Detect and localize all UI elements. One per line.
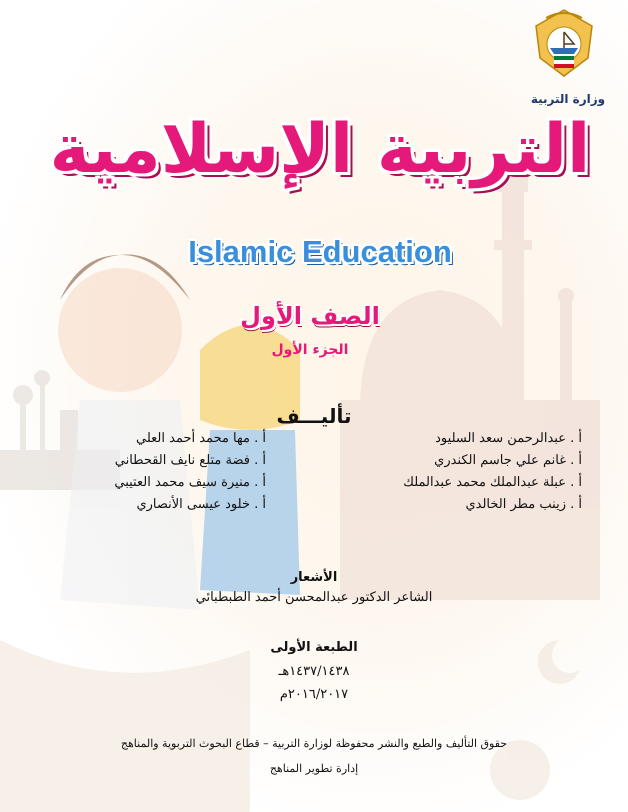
ministry-name: وزارة التربية <box>530 92 606 106</box>
part-label: الجزء الأول <box>271 342 349 358</box>
author-name: أ . غانم علي جاسم الكندري <box>434 453 582 468</box>
author-name: أ . منيرة سيف محمد العتيبي <box>114 475 266 490</box>
author-name: أ . زينب مطر الخالدي <box>465 497 582 512</box>
author-name: أ . فضة متلع نايف القحطاني <box>114 453 266 468</box>
edition-gregorian-year: ٢٠١٦/٢٠١٧م <box>279 687 349 702</box>
book-title-english: Islamic Education <box>188 234 452 269</box>
poet-name: الشاعر الدكتور عبدالمحسن أحمد الطبطبائي <box>195 590 433 605</box>
kuwait-emblem-icon <box>532 8 596 78</box>
author-name: أ . مها محمد أحمد العلي <box>136 431 266 446</box>
grade-label: الصف الأول <box>240 302 380 330</box>
author-name: أ . عبدالرحمن سعد السليود <box>435 431 582 446</box>
poetry-heading: الأشعار <box>290 570 338 585</box>
book-title-arabic: التربية الإسلامية <box>49 110 591 189</box>
edition-hijri-year: ١٤٣٧/١٤٣٨هـ <box>278 664 350 679</box>
authors-heading: تأليـــف <box>276 404 352 428</box>
author-name: أ . خلود عيسى الأنصاري <box>136 497 266 512</box>
copyright-notice: حقوق التأليف والطبع والنشر محفوظة لوزارة التربية – قطاع البحوث التربوية والمناهج <box>120 737 508 750</box>
authors-right-column <box>320 428 582 516</box>
authors-left-column <box>30 428 266 516</box>
department-name: إدارة تطوير المناهج <box>269 762 359 775</box>
edition-heading: الطبعة الأولى <box>270 640 358 655</box>
author-name: أ . عبلة عبدالملك محمد عبدالملك <box>403 475 582 490</box>
